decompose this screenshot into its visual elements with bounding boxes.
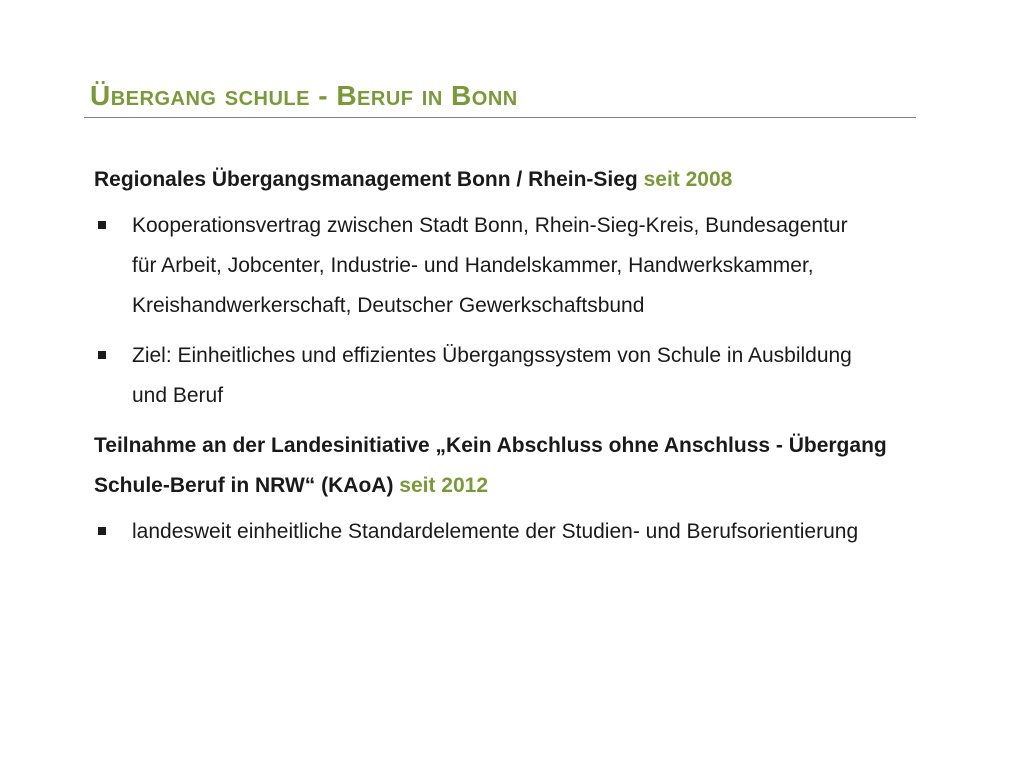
- square-bullet-icon: [98, 527, 106, 535]
- section-heading-kaoa: [94, 426, 894, 506]
- bullet-item-ziel: [94, 336, 872, 416]
- section-heading-year: seit 2008: [643, 168, 733, 191]
- slide-content: [94, 160, 894, 562]
- section-heading-text: Regionales Übergangsmanagement Bonn / Rhein-Sieg: [94, 168, 644, 191]
- section-heading-year: seit 2012: [399, 474, 489, 497]
- section-heading-text: Teilnahme an der Landesinitiative „Kein Abschluss ohne Anschluss - Übergang Schule-Beruf in NRW“ (KAoA): [94, 434, 887, 497]
- bullet-list-kaoa: [94, 512, 894, 552]
- bullet-list-uebergangsmanagement: [94, 206, 894, 416]
- square-bullet-icon: [98, 221, 106, 229]
- square-bullet-icon: [98, 351, 106, 359]
- bullet-item-standardelemente: [94, 512, 872, 552]
- bullet-text: Kooperationsvertrag zwischen Stadt Bonn, Rhein-Sieg-Kreis, Bundesagentur für Arbeit, Jobcenter, Industrie- und Handelskammer, Handwerkskammer, Kreishandwerkerschaft, Deutscher Gewerkschaftsbund: [132, 214, 848, 317]
- title-divider: [84, 117, 916, 118]
- bullet-text: Ziel: Einheitliches und effizientes Übergangssystem von Schule in Ausbildung und Beruf: [132, 344, 852, 407]
- bullet-item-kooperationsvertrag: [94, 206, 872, 326]
- section-heading-uebergangsmanagement: [94, 160, 894, 200]
- bullet-text: landesweit einheitliche Standardelemente der Studien- und Berufsorientierung: [132, 520, 859, 543]
- slide-title: Übergang schule - Beruf in Bonn: [90, 80, 518, 111]
